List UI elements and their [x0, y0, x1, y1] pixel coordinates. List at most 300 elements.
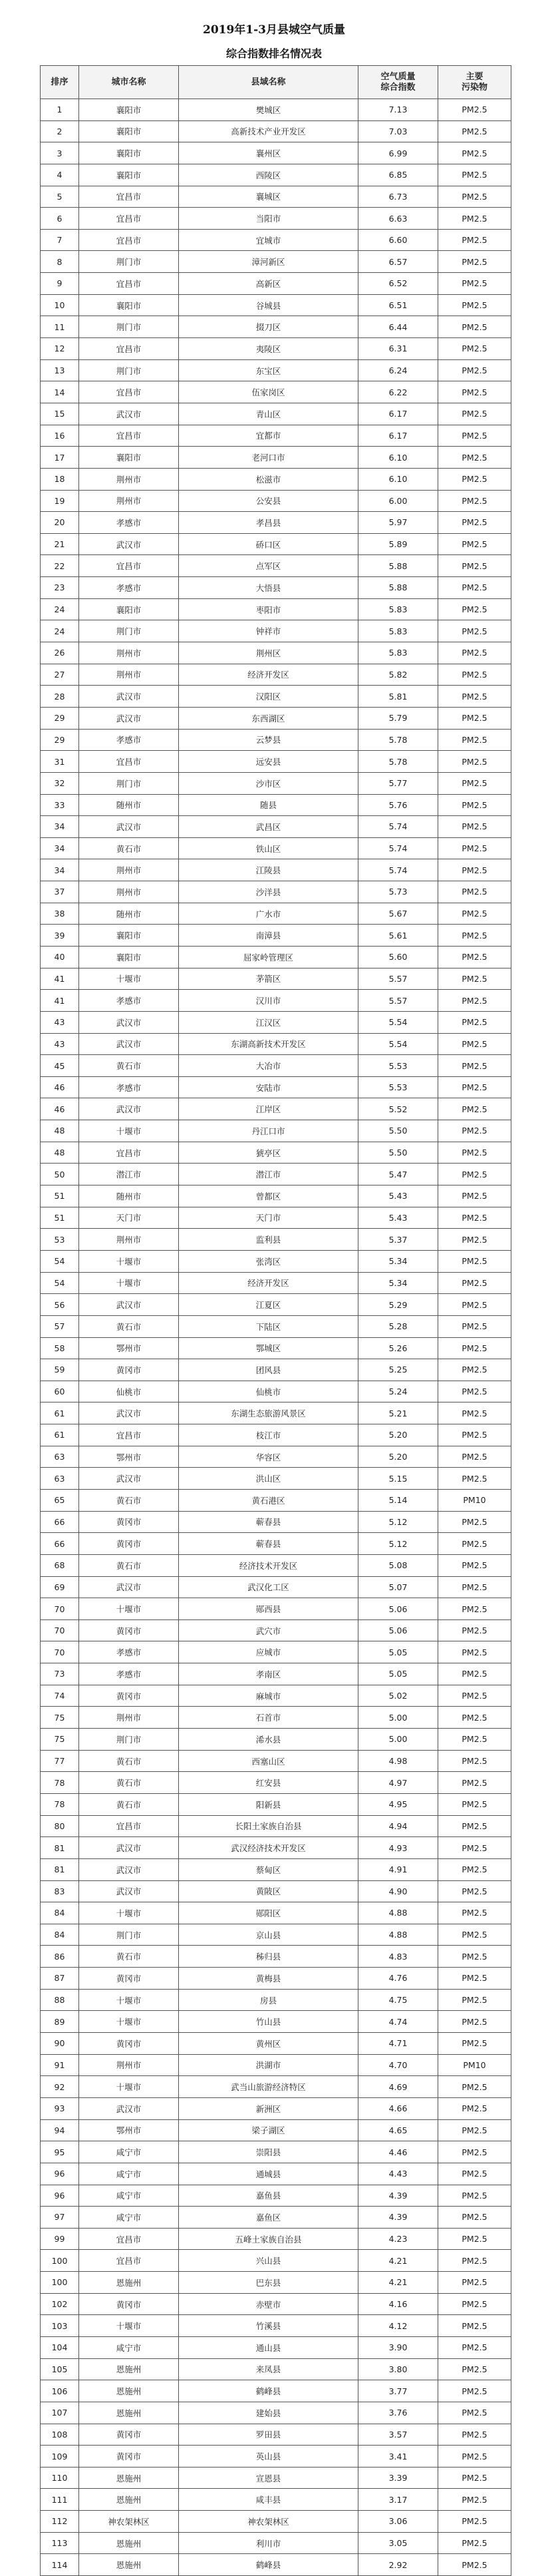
cell-county: 咸丰县: [179, 2489, 358, 2511]
table-row: [41, 729, 511, 751]
cell-city: 荆门市: [79, 316, 179, 338]
cell-county: 江陵县: [179, 859, 358, 881]
cell-county: 茅箭区: [179, 968, 358, 990]
cell-index: 5.43: [358, 1207, 438, 1229]
table-row: [41, 2011, 511, 2033]
cell-county: 东西湖区: [179, 707, 358, 729]
cell-city: 襄阳市: [79, 447, 179, 469]
cell-county: 经济技术开发区: [179, 1554, 358, 1576]
cell-city: 恩施州: [79, 2380, 179, 2402]
cell-rank: 20: [41, 512, 79, 534]
cell-county: 西陵区: [179, 164, 358, 186]
cell-pollutant: PM2.5: [438, 1164, 511, 1185]
cell-index: 6.24: [358, 359, 438, 381]
cell-pollutant: PM2.5: [438, 2272, 511, 2294]
cell-city: 随州市: [79, 903, 179, 925]
cell-rank: 74: [41, 1685, 79, 1707]
cell-pollutant: PM2.5: [438, 1641, 511, 1663]
cell-city: 荆州市: [79, 859, 179, 881]
table-row: [41, 1164, 511, 1185]
table-row: [41, 1294, 511, 1316]
cell-pollutant: PM2.5: [438, 990, 511, 1012]
cell-rank: 70: [41, 1619, 79, 1641]
table-row: [41, 512, 511, 534]
table-row: [41, 273, 511, 295]
cell-county: 襄州区: [179, 142, 358, 164]
cell-rank: 95: [41, 2141, 79, 2163]
cell-pollutant: PM2.5: [438, 1663, 511, 1685]
cell-pollutant: PM2.5: [438, 2141, 511, 2163]
cell-index: 5.97: [358, 512, 438, 534]
cell-index: 3.17: [358, 2489, 438, 2511]
cell-rank: 63: [41, 1446, 79, 1468]
cell-city: 黄石市: [79, 837, 179, 859]
cell-rank: 97: [41, 2207, 79, 2229]
table-row: [41, 2336, 511, 2358]
cell-pollutant: PM2.5: [438, 2358, 511, 2380]
table-row: [41, 1685, 511, 1707]
cell-rank: 73: [41, 1663, 79, 1685]
table-row: [41, 1468, 511, 1490]
cell-pollutant: PM2.5: [438, 1337, 511, 1359]
cell-rank: 4: [41, 164, 79, 186]
table-row: [41, 1989, 511, 2011]
cell-rank: 34: [41, 859, 79, 881]
cell-index: 4.70: [358, 2054, 438, 2076]
cell-rank: 61: [41, 1424, 79, 1446]
cell-rank: 100: [41, 2250, 79, 2272]
table-row: [41, 1576, 511, 1598]
cell-pollutant: PM2.5: [438, 555, 511, 577]
cell-index: 5.53: [358, 1076, 438, 1098]
cell-city: 武汉市: [79, 533, 179, 555]
cell-index: 5.05: [358, 1641, 438, 1663]
table-row: [41, 598, 511, 620]
cell-pollutant: PM2.5: [438, 1207, 511, 1229]
cell-index: 4.21: [358, 2272, 438, 2294]
cell-rank: 34: [41, 816, 79, 838]
cell-pollutant: PM2.5: [438, 1229, 511, 1251]
cell-city: 黄冈市: [79, 2293, 179, 2315]
table-row: [41, 642, 511, 664]
cell-index: 6.85: [358, 164, 438, 186]
table-row: [41, 2293, 511, 2315]
table-body: [41, 99, 511, 2576]
cell-index: 4.97: [358, 1772, 438, 1794]
cell-city: 黄石市: [79, 1490, 179, 1512]
cell-county: 夷陵区: [179, 338, 358, 360]
table-row: [41, 2554, 511, 2576]
cell-city: 荆门市: [79, 359, 179, 381]
table-row: [41, 2511, 511, 2533]
cell-city: 黄冈市: [79, 1968, 179, 1990]
cell-city: 潜江市: [79, 1164, 179, 1185]
cell-pollutant: PM2.5: [438, 642, 511, 664]
cell-index: 5.43: [358, 1185, 438, 1207]
cell-city: 武汉市: [79, 1837, 179, 1859]
table-row: [41, 316, 511, 338]
cell-rank: 48: [41, 1142, 79, 1164]
cell-city: 恩施州: [79, 2554, 179, 2576]
cell-index: 5.61: [358, 925, 438, 947]
table-row: [41, 2076, 511, 2098]
cell-city: 孝感市: [79, 1076, 179, 1098]
cell-rank: 24: [41, 620, 79, 642]
cell-county: 利川市: [179, 2532, 358, 2554]
cell-city: 宜昌市: [79, 273, 179, 295]
cell-city: 武汉市: [79, 403, 179, 425]
cell-city: 十堰市: [79, 1902, 179, 1924]
cell-city: 黄石市: [79, 1772, 179, 1794]
cell-city: 宜昌市: [79, 751, 179, 773]
table-row: [41, 1619, 511, 1641]
cell-county: 黄州区: [179, 2033, 358, 2055]
table-row: [41, 881, 511, 903]
table-row: [41, 1837, 511, 1859]
cell-city: 黄石市: [79, 1554, 179, 1576]
table-row: [41, 1185, 511, 1207]
table-row: [41, 707, 511, 729]
cell-city: 黄冈市: [79, 2446, 179, 2468]
cell-county: 张湾区: [179, 1250, 358, 1272]
table-row: [41, 990, 511, 1012]
cell-index: 5.83: [358, 598, 438, 620]
cell-city: 黄石市: [79, 1946, 179, 1968]
table-row: [41, 1772, 511, 1794]
cell-county: 樊城区: [179, 99, 358, 121]
cell-county: 梁子湖区: [179, 2119, 358, 2141]
cell-county: 蔡甸区: [179, 1858, 358, 1880]
cell-city: 黄石市: [79, 1793, 179, 1815]
cell-pollutant: PM2.5: [438, 859, 511, 881]
cell-rank: 48: [41, 1120, 79, 1142]
cell-pollutant: PM2.5: [438, 1142, 511, 1164]
table-row: [41, 1446, 511, 1468]
cell-rank: 87: [41, 1968, 79, 1990]
cell-rank: 111: [41, 2489, 79, 2511]
cell-city: 黄冈市: [79, 1685, 179, 1707]
cell-county: 郧西县: [179, 1598, 358, 1620]
cell-county: 黄陂区: [179, 1880, 358, 1902]
cell-rank: 68: [41, 1554, 79, 1576]
cell-rank: 99: [41, 2228, 79, 2250]
cell-index: 5.57: [358, 968, 438, 990]
cell-index: 5.21: [358, 1402, 438, 1424]
cell-city: 随州市: [79, 1185, 179, 1207]
ranking-table: [40, 65, 511, 2576]
header-rank: 排序: [41, 66, 79, 99]
cell-index: 5.00: [358, 1707, 438, 1729]
cell-index: 5.54: [358, 1011, 438, 1033]
cell-county: 枣阳市: [179, 598, 358, 620]
cell-pollutant: PM2.5: [438, 1055, 511, 1077]
cell-index: 6.31: [358, 338, 438, 360]
cell-rank: 109: [41, 2446, 79, 2468]
cell-pollutant: PM2.5: [438, 251, 511, 273]
cell-pollutant: PM2.5: [438, 837, 511, 859]
cell-city: 黄冈市: [79, 1359, 179, 1381]
cell-pollutant: PM2.5: [438, 2163, 511, 2185]
cell-index: 6.10: [358, 468, 438, 490]
cell-county: 枝江市: [179, 1424, 358, 1446]
cell-pollutant: PM2.5: [438, 1446, 511, 1468]
cell-city: 仙桃市: [79, 1381, 179, 1402]
cell-pollutant: PM2.5: [438, 2380, 511, 2402]
cell-pollutant: PM2.5: [438, 533, 511, 555]
cell-county: 宣恩县: [179, 2467, 358, 2489]
cell-city: 孝感市: [79, 512, 179, 534]
cell-index: 5.34: [358, 1250, 438, 1272]
cell-city: 武汉市: [79, 1033, 179, 1055]
table-row: [41, 772, 511, 794]
cell-county: 东湖高新技术开发区: [179, 1033, 358, 1055]
cell-pollutant: PM10: [438, 2054, 511, 2076]
cell-county: 嘉鱼县: [179, 2185, 358, 2207]
table-row: [41, 555, 511, 577]
cell-city: 襄阳市: [79, 142, 179, 164]
cell-city: 孝感市: [79, 1641, 179, 1663]
table-row: [41, 2119, 511, 2141]
cell-county: 荆州区: [179, 642, 358, 664]
cell-county: 阳新县: [179, 1793, 358, 1815]
cell-rank: 78: [41, 1772, 79, 1794]
cell-county: 大悟县: [179, 577, 358, 599]
cell-index: 5.74: [358, 816, 438, 838]
header-pollutant: [438, 66, 511, 99]
cell-rank: 81: [41, 1837, 79, 1859]
cell-index: 5.47: [358, 1164, 438, 1185]
table-row: [41, 142, 511, 164]
cell-rank: 29: [41, 729, 79, 751]
cell-pollutant: PM2.5: [438, 2402, 511, 2424]
cell-rank: 58: [41, 1337, 79, 1359]
table-row: [41, 2054, 511, 2076]
cell-county: 崇阳县: [179, 2141, 358, 2163]
table-row: [41, 1902, 511, 1924]
cell-pollutant: PM2.5: [438, 2315, 511, 2337]
cell-pollutant: PM2.5: [438, 686, 511, 708]
cell-index: 6.52: [358, 273, 438, 295]
cell-county: 京山县: [179, 1924, 358, 1946]
cell-rank: 78: [41, 1793, 79, 1815]
cell-rank: 96: [41, 2163, 79, 2185]
cell-pollutant: PM2.5: [438, 1707, 511, 1729]
cell-rank: 43: [41, 1011, 79, 1033]
cell-rank: 12: [41, 338, 79, 360]
cell-index: 5.50: [358, 1142, 438, 1164]
table-row: [41, 2315, 511, 2337]
cell-rank: 46: [41, 1076, 79, 1098]
cell-rank: 103: [41, 2315, 79, 2337]
cell-rank: 18: [41, 468, 79, 490]
cell-county: 孝昌县: [179, 512, 358, 534]
cell-rank: 84: [41, 1924, 79, 1946]
cell-city: 孝感市: [79, 729, 179, 751]
cell-index: 2.92: [358, 2554, 438, 2576]
cell-index: 5.54: [358, 1033, 438, 1055]
cell-index: 5.24: [358, 1381, 438, 1402]
cell-pollutant: PM2.5: [438, 1729, 511, 1751]
cell-pollutant: PM2.5: [438, 273, 511, 295]
cell-rank: 112: [41, 2511, 79, 2533]
cell-pollutant: PM2.5: [438, 2228, 511, 2250]
cell-rank: 114: [41, 2554, 79, 2576]
table-row: [41, 837, 511, 859]
cell-pollutant: PM2.5: [438, 751, 511, 773]
cell-rank: 11: [41, 316, 79, 338]
cell-rank: 104: [41, 2336, 79, 2358]
cell-rank: 75: [41, 1707, 79, 1729]
cell-city: 黄石市: [79, 1055, 179, 1077]
page-subtitle: 综合指数排名情况表: [225, 47, 322, 60]
table-row: [41, 1729, 511, 1751]
table-row: [41, 1076, 511, 1098]
cell-city: 十堰市: [79, 1272, 179, 1294]
cell-rank: 7: [41, 229, 79, 251]
cell-rank: 31: [41, 751, 79, 773]
cell-city: 宜昌市: [79, 381, 179, 403]
cell-county: 猇亭区: [179, 1142, 358, 1164]
cell-county: 蕲春县: [179, 1511, 358, 1533]
table-row: [41, 2097, 511, 2119]
cell-rank: 80: [41, 1815, 79, 1837]
cell-pollutant: PM2.5: [438, 208, 511, 230]
cell-index: 4.88: [358, 1902, 438, 1924]
cell-city: 孝感市: [79, 577, 179, 599]
cell-rank: 32: [41, 772, 79, 794]
cell-rank: 90: [41, 2033, 79, 2055]
cell-index: 5.37: [358, 1229, 438, 1251]
cell-pollutant: PM2.5: [438, 1946, 511, 1968]
cell-county: 赤壁市: [179, 2293, 358, 2315]
cell-pollutant: PM2.5: [438, 120, 511, 142]
cell-index: 5.28: [358, 1315, 438, 1337]
cell-index: 5.76: [358, 794, 438, 816]
cell-rank: 40: [41, 946, 79, 968]
cell-index: 5.06: [358, 1619, 438, 1641]
table-row: [41, 2207, 511, 2229]
table-row: [41, 2033, 511, 2055]
cell-index: 4.91: [358, 1858, 438, 1880]
table-row: [41, 1315, 511, 1337]
cell-rank: 56: [41, 1294, 79, 1316]
table-row: [41, 1033, 511, 1055]
cell-pollutant: PM10: [438, 1490, 511, 1512]
cell-rank: 94: [41, 2119, 79, 2141]
cell-rank: 100: [41, 2272, 79, 2294]
cell-county: 钟祥市: [179, 620, 358, 642]
cell-county: 建始县: [179, 2402, 358, 2424]
cell-rank: 3: [41, 142, 79, 164]
cell-county: 长阳土家族自治县: [179, 1815, 358, 1837]
cell-index: 4.23: [358, 2228, 438, 2250]
cell-index: 4.12: [358, 2315, 438, 2337]
header-index: [358, 66, 438, 99]
cell-city: 武汉市: [79, 1858, 179, 1880]
cell-rank: 70: [41, 1641, 79, 1663]
cell-index: 5.73: [358, 881, 438, 903]
cell-county: 石首市: [179, 1707, 358, 1729]
table-row: [41, 1750, 511, 1772]
cell-pollutant: PM2.5: [438, 186, 511, 208]
cell-rank: 21: [41, 533, 79, 555]
table-row: [41, 1924, 511, 1946]
cell-pollutant: PM2.5: [438, 2207, 511, 2229]
table-row: [41, 2272, 511, 2294]
cell-county: 通城县: [179, 2163, 358, 2185]
cell-city: 武汉市: [79, 707, 179, 729]
table-row: [41, 338, 511, 360]
cell-pollutant: PM2.5: [438, 1598, 511, 1620]
cell-city: 荆门市: [79, 620, 179, 642]
cell-county: 丹江口市: [179, 1120, 358, 1142]
table-row: [41, 1533, 511, 1555]
cell-county: 武当山旅游经济特区: [179, 2076, 358, 2098]
cell-city: 武汉市: [79, 816, 179, 838]
cell-rank: 14: [41, 381, 79, 403]
cell-index: 5.50: [358, 1120, 438, 1142]
cell-pollutant: PM2.5: [438, 425, 511, 447]
cell-county: 安陆市: [179, 1076, 358, 1098]
cell-county: 掇刀区: [179, 316, 358, 338]
cell-county: 华容区: [179, 1446, 358, 1468]
cell-rank: 33: [41, 794, 79, 816]
cell-index: 6.51: [358, 294, 438, 316]
cell-rank: 93: [41, 2097, 79, 2119]
cell-county: 洪山区: [179, 1468, 358, 1490]
cell-rank: 2: [41, 120, 79, 142]
cell-pollutant: PM2.5: [438, 2011, 511, 2033]
table-row: [41, 946, 511, 968]
cell-county: 经济开发区: [179, 664, 358, 686]
cell-index: 4.16: [358, 2293, 438, 2315]
cell-pollutant: PM2.5: [438, 490, 511, 512]
cell-rank: 43: [41, 1033, 79, 1055]
cell-county: 天门市: [179, 1207, 358, 1229]
cell-pollutant: PM2.5: [438, 577, 511, 599]
cell-pollutant: PM2.5: [438, 1424, 511, 1446]
table-row: [41, 2424, 511, 2446]
cell-county: 秭归县: [179, 1946, 358, 1968]
table-row: [41, 1142, 511, 1164]
cell-county: 伍家岗区: [179, 381, 358, 403]
cell-city: 武汉市: [79, 1576, 179, 1598]
cell-county: 高新技术产业开发区: [179, 120, 358, 142]
cell-pollutant: PM2.5: [438, 2185, 511, 2207]
cell-index: 5.02: [358, 1685, 438, 1707]
cell-pollutant: PM2.5: [438, 1272, 511, 1294]
cell-rank: 10: [41, 294, 79, 316]
cell-pollutant: PM2.5: [438, 1793, 511, 1815]
cell-pollutant: PM2.5: [438, 359, 511, 381]
cell-index: 5.83: [358, 642, 438, 664]
cell-pollutant: PM2.5: [438, 2424, 511, 2446]
cell-county: 宜城市: [179, 229, 358, 251]
table-row: [41, 1554, 511, 1576]
cell-index: 4.71: [358, 2033, 438, 2055]
header-pollutant-line1: 主要: [466, 71, 483, 82]
cell-index: 5.00: [358, 1729, 438, 1751]
table-row: [41, 229, 511, 251]
cell-rank: 23: [41, 577, 79, 599]
cell-pollutant: PM2.5: [438, 1533, 511, 1555]
cell-index: 5.83: [358, 620, 438, 642]
cell-county: 鄂城区: [179, 1337, 358, 1359]
cell-pollutant: PM2.5: [438, 620, 511, 642]
cell-rank: 110: [41, 2467, 79, 2489]
cell-index: 4.95: [358, 1793, 438, 1815]
cell-index: 5.67: [358, 903, 438, 925]
